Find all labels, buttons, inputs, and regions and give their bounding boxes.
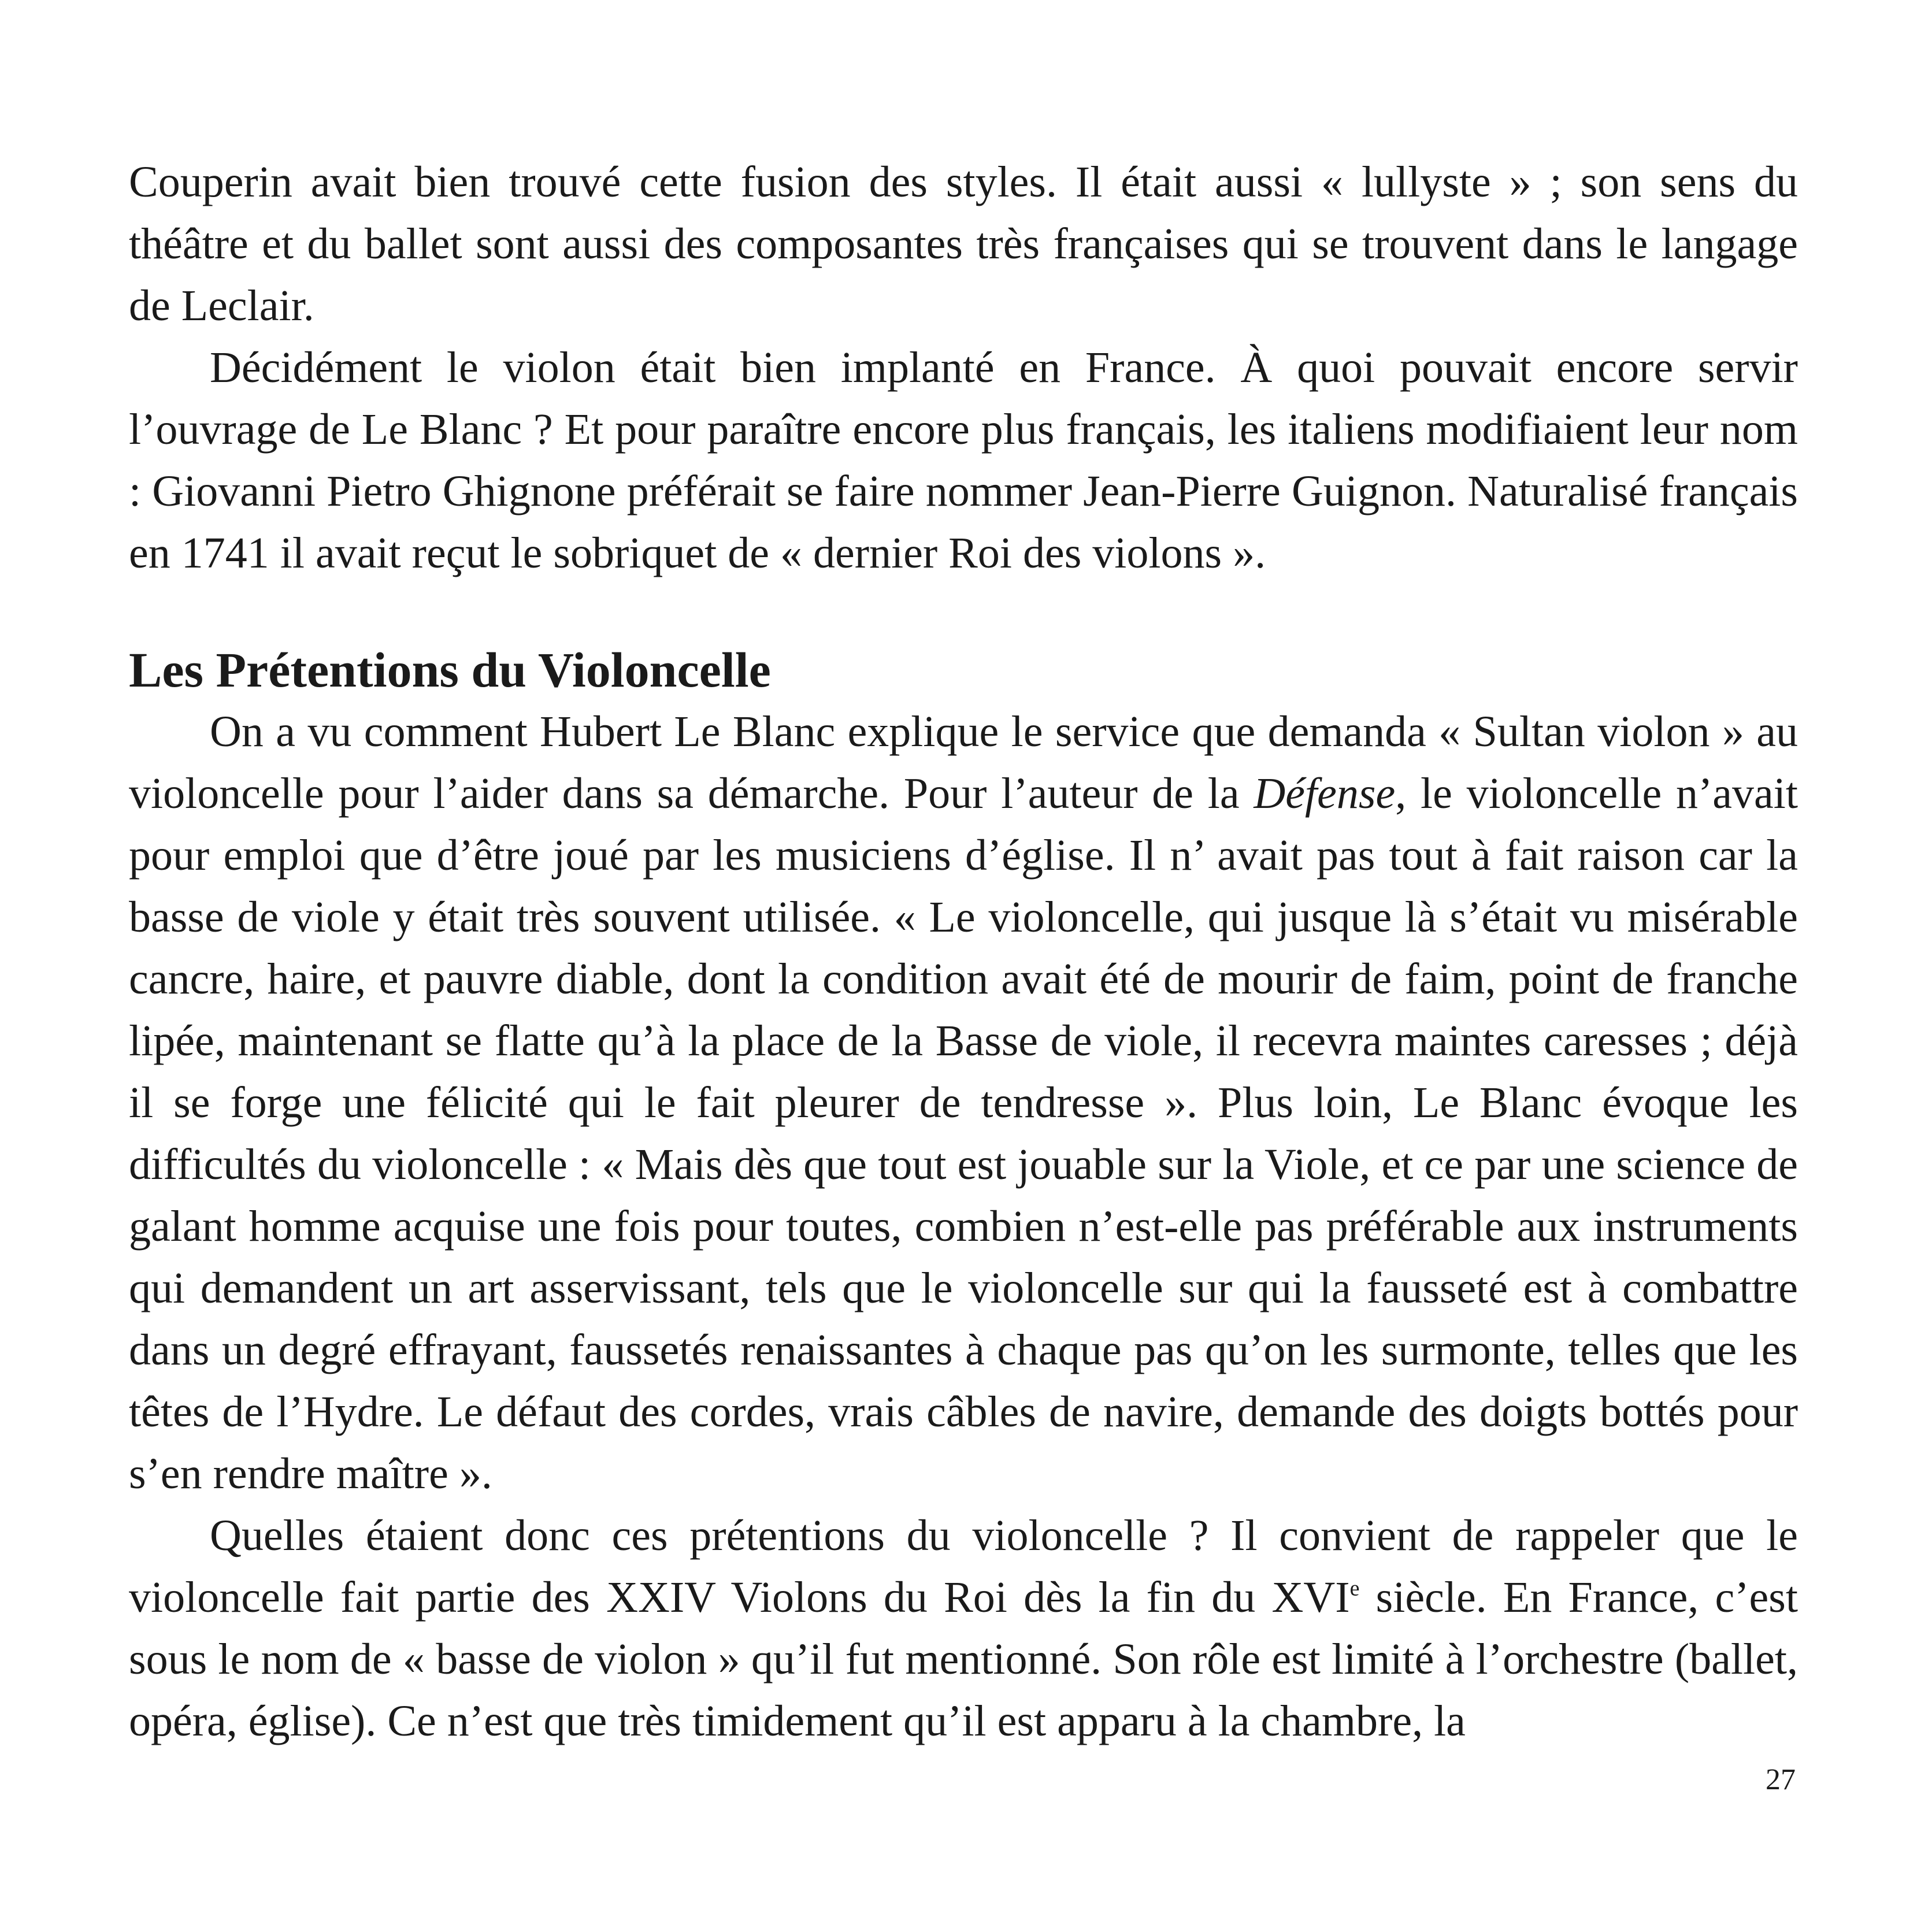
paragraph-couperin: Couperin avait bien trouvé cette fusion des styles. Il était aussi « lullyste » ; son sens du théâtre et du ballet sont aussi des composantes très françaises qui se trouvent dans le langage de Leclair. — [129, 158, 1798, 330]
paragraph-le-blanc — [129, 701, 1798, 1505]
section-heading: Les Prétentions du Violoncelle — [129, 642, 771, 698]
text-run: siècle. En France, c’est sous le nom de « basse de violon » qu’il fut mentionné. Son rôle est limité à l’orchestre (ballet, opéra, église). Ce n’est que très timidement qu’il est apparu à la chambre, la — [129, 1573, 1798, 1745]
page-body — [129, 151, 1798, 1752]
text-run: Quelles étaient donc ces prétentions du violoncelle ? Il convient de rappeler que le violoncelle fait partie des XXIV Violons du Roi dès la fin du XVI — [129, 1511, 1798, 1622]
superscript-e: e — [1349, 1576, 1360, 1601]
italic-title-defense: Défense — [1254, 769, 1396, 818]
text-run: On a vu comment Hubert Le Blanc explique le service que demanda « Sultan violon » au violoncelle pour l’aider dans sa démarche. Pour l’auteur de la — [129, 707, 1798, 818]
page-number: 27 — [1766, 1763, 1796, 1796]
text-run: , le violoncelle n’avait pour emploi que d’être joué par les musiciens d’église. Il n’ avait pas tout à fait raison car la basse de viole y était très souvent utilisée. « Le violoncelle, qui jusque là s’était vu misérable cancre, haire, et pauvre diable, dont la condition avait été de mourir de faim, point de franche lipée, maintenant se flatte qu’à la place de la Basse de viole, il recevra maintes caresses ; déjà il se forge une félicité qui le fait pleurer de tendresse ». Plus loin, Le Blanc évoque les difficultés du violoncelle : « Mais dès que tout est jouable sur la Viole, et ce par une science de galant homme acquise une fois pour toutes, combien n’est-elle pas préférable aux instruments qui demandent un art asservissant, tels que le violoncelle sur qui la fausseté est à combattre dans un degré effrayant, faussetés renaissantes à chaque pas qu’on les surmonte, telles que les têtes de l’Hydre. Le défaut des cordes, vrais câbles de navire, demande des doigts bottés pour s’en rendre maître ». — [129, 769, 1798, 1498]
paragraph-violon-france: Décidément le violon était bien implanté en France. À quoi pouvait encore servir l’ouvrage de Le Blanc ? Et pour paraître encore plus français, les italiens modifiaient leur nom : Giovanni Pietro Ghignone préférait se faire nommer Jean-Pierre Guignon. Naturalisé français en 1741 il avait reçut le sobriquet de « dernier Roi des violons ». — [129, 343, 1798, 577]
paragraph-pretentions — [129, 1505, 1798, 1752]
